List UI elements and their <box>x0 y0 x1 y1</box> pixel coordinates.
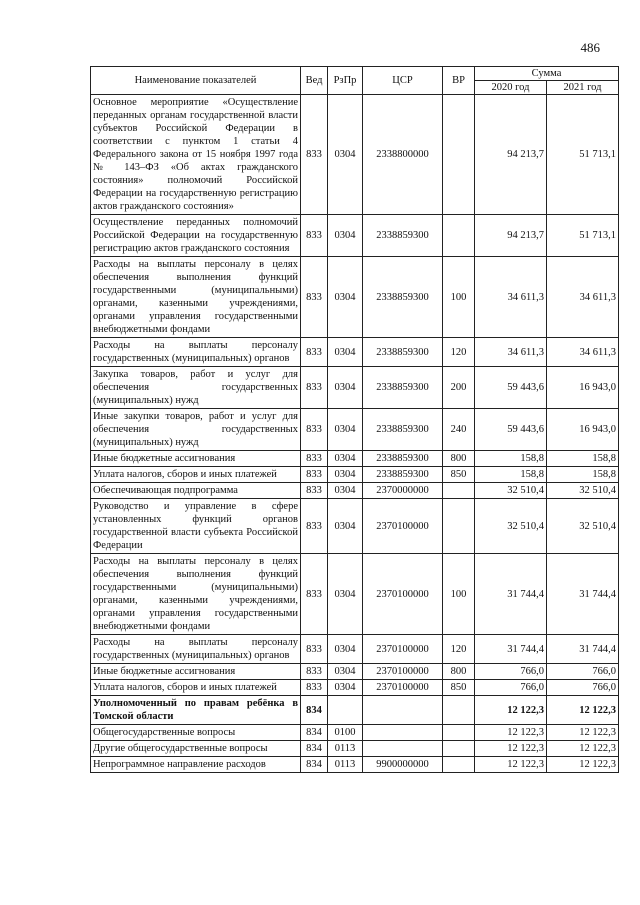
cell-ved: 833 <box>301 635 328 664</box>
cell-csr: 2338859300 <box>363 467 443 483</box>
header-rzpr: РзПр <box>328 67 363 95</box>
table-row <box>91 409 619 451</box>
cell-sum-2021: 34 611,3 <box>547 338 619 367</box>
cell-ved: 833 <box>301 409 328 451</box>
cell-csr: 2338859300 <box>363 367 443 409</box>
cell-ved: 834 <box>301 757 328 773</box>
cell-ved: 834 <box>301 696 328 725</box>
cell-vr: 100 <box>443 554 475 635</box>
cell-sum-2021: 16 943,0 <box>547 409 619 451</box>
cell-sum-2021: 32 510,4 <box>547 499 619 554</box>
cell-sum-2020: 31 744,4 <box>475 554 547 635</box>
cell-csr: 9900000000 <box>363 757 443 773</box>
cell-sum-2021: 12 122,3 <box>547 741 619 757</box>
cell-ved: 834 <box>301 741 328 757</box>
cell-sum-2020: 34 611,3 <box>475 338 547 367</box>
cell-ved: 833 <box>301 554 328 635</box>
cell-csr: 2338859300 <box>363 257 443 338</box>
cell-vr <box>443 95 475 215</box>
header-year-2021: 2021 год <box>547 81 619 95</box>
cell-csr: 2370100000 <box>363 499 443 554</box>
table-row <box>91 499 619 554</box>
cell-vr <box>443 499 475 554</box>
cell-ved: 833 <box>301 467 328 483</box>
cell-vr: 120 <box>443 635 475 664</box>
cell-sum-2021: 16 943,0 <box>547 367 619 409</box>
cell-rzpr: 0304 <box>328 499 363 554</box>
cell-name: Другие общегосударственные вопросы <box>91 741 301 757</box>
table-body <box>91 95 619 773</box>
cell-name: Уплата налогов, сборов и иных платежей <box>91 467 301 483</box>
cell-vr: 850 <box>443 680 475 696</box>
cell-sum-2020: 12 122,3 <box>475 725 547 741</box>
cell-name: Иные закупки товаров, работ и услуг для обеспечения государственных (муниципальных) нужд <box>91 409 301 451</box>
table-row <box>91 451 619 467</box>
cell-sum-2020: 158,8 <box>475 467 547 483</box>
cell-csr: 2338859300 <box>363 409 443 451</box>
cell-name: Непрограммное направление расходов <box>91 757 301 773</box>
cell-vr: 120 <box>443 338 475 367</box>
cell-name: Уполномоченный по правам ребёнка в Томской области <box>91 696 301 725</box>
table-row <box>91 95 619 215</box>
table-row <box>91 680 619 696</box>
cell-name: Закупка товаров, работ и услуг для обеспечения государственных (муниципальных) нужд <box>91 367 301 409</box>
cell-name: Обеспечивающая подпрограмма <box>91 483 301 499</box>
cell-csr: 2370100000 <box>363 664 443 680</box>
cell-sum-2021: 51 713,1 <box>547 215 619 257</box>
cell-rzpr: 0304 <box>328 664 363 680</box>
header-sum: Сумма <box>475 67 619 81</box>
cell-name: Расходы на выплаты персоналу государственных (муниципальных) органов <box>91 635 301 664</box>
table-row <box>91 635 619 664</box>
table-row <box>91 338 619 367</box>
cell-sum-2021: 34 611,3 <box>547 257 619 338</box>
cell-sum-2020: 32 510,4 <box>475 499 547 554</box>
cell-csr: 2370000000 <box>363 483 443 499</box>
cell-rzpr: 0304 <box>328 409 363 451</box>
cell-vr: 100 <box>443 257 475 338</box>
table-row <box>91 757 619 773</box>
cell-sum-2021: 12 122,3 <box>547 725 619 741</box>
cell-vr <box>443 215 475 257</box>
cell-vr: 240 <box>443 409 475 451</box>
cell-sum-2021: 31 744,4 <box>547 554 619 635</box>
cell-sum-2020: 94 213,7 <box>475 215 547 257</box>
cell-sum-2020: 158,8 <box>475 451 547 467</box>
cell-sum-2021: 158,8 <box>547 451 619 467</box>
cell-sum-2021: 32 510,4 <box>547 483 619 499</box>
table-row <box>91 483 619 499</box>
cell-name: Расходы на выплаты персоналу в целях обеспечения выполнения функций государственными (муниципальными) органами, казенными учреждениями, органами управления государственными внебюджетными фондами <box>91 257 301 338</box>
table-row <box>91 725 619 741</box>
cell-vr <box>443 741 475 757</box>
cell-sum-2020: 12 122,3 <box>475 757 547 773</box>
page-number: 486 <box>580 40 600 55</box>
cell-csr <box>363 725 443 741</box>
cell-sum-2021: 766,0 <box>547 664 619 680</box>
cell-vr <box>443 725 475 741</box>
cell-vr: 800 <box>443 664 475 680</box>
cell-sum-2020: 94 213,7 <box>475 95 547 215</box>
header-year-2020: 2020 год <box>475 81 547 95</box>
header-vr: ВР <box>443 67 475 95</box>
cell-name: Общегосударственные вопросы <box>91 725 301 741</box>
cell-name: Осуществление переданных полномочий Российской Федерации на государственную регистрацию актов гражданского состояния <box>91 215 301 257</box>
cell-vr <box>443 483 475 499</box>
cell-ved: 833 <box>301 664 328 680</box>
cell-rzpr: 0304 <box>328 467 363 483</box>
cell-csr: 2370100000 <box>363 680 443 696</box>
cell-name: Иные бюджетные ассигнования <box>91 451 301 467</box>
table-row <box>91 554 619 635</box>
cell-rzpr: 0304 <box>328 451 363 467</box>
cell-ved: 833 <box>301 483 328 499</box>
cell-ved: 834 <box>301 725 328 741</box>
table-row <box>91 215 619 257</box>
table-row <box>91 741 619 757</box>
table-row <box>91 664 619 680</box>
cell-sum-2021: 12 122,3 <box>547 757 619 773</box>
cell-sum-2021: 766,0 <box>547 680 619 696</box>
cell-csr: 2338800000 <box>363 95 443 215</box>
cell-csr: 2338859300 <box>363 338 443 367</box>
cell-sum-2021: 31 744,4 <box>547 635 619 664</box>
table-row <box>91 367 619 409</box>
cell-csr: 2338859300 <box>363 451 443 467</box>
cell-rzpr: 0304 <box>328 95 363 215</box>
cell-ved: 833 <box>301 499 328 554</box>
cell-ved: 833 <box>301 257 328 338</box>
cell-csr: 2370100000 <box>363 554 443 635</box>
cell-rzpr: 0304 <box>328 367 363 409</box>
cell-sum-2020: 31 744,4 <box>475 635 547 664</box>
cell-rzpr: 0304 <box>328 554 363 635</box>
cell-name: Основное мероприятие «Осуществление переданных органам государственной власти субъектов Российской Федерации в соответствии с пунктом 1 статьи 4 Федерального закона от 15 ноября 1997 года № 143–ФЗ «Об актах гражданского состояния» полномочий Российской Федерации на государственную регистрацию актов гражданского состояния» <box>91 95 301 215</box>
header-name: Наименование показателей <box>91 67 301 95</box>
cell-vr: 850 <box>443 467 475 483</box>
cell-ved: 833 <box>301 680 328 696</box>
cell-csr: 2370100000 <box>363 635 443 664</box>
cell-rzpr: 0113 <box>328 741 363 757</box>
cell-ved: 833 <box>301 451 328 467</box>
cell-name: Руководство и управление в сфере установленных функций органов государственной власти субъекта Российской Федерации <box>91 499 301 554</box>
cell-sum-2021: 51 713,1 <box>547 95 619 215</box>
cell-rzpr: 0304 <box>328 483 363 499</box>
cell-sum-2020: 59 443,6 <box>475 409 547 451</box>
cell-rzpr: 0304 <box>328 338 363 367</box>
cell-name: Расходы на выплаты персоналу государственных (муниципальных) органов <box>91 338 301 367</box>
cell-sum-2020: 34 611,3 <box>475 257 547 338</box>
cell-ved: 833 <box>301 215 328 257</box>
cell-vr: 800 <box>443 451 475 467</box>
cell-sum-2020: 766,0 <box>475 664 547 680</box>
cell-rzpr: 0304 <box>328 635 363 664</box>
cell-sum-2020: 59 443,6 <box>475 367 547 409</box>
cell-csr: 2338859300 <box>363 215 443 257</box>
cell-sum-2020: 12 122,3 <box>475 741 547 757</box>
cell-sum-2021: 12 122,3 <box>547 696 619 725</box>
table-row <box>91 467 619 483</box>
cell-name: Уплата налогов, сборов и иных платежей <box>91 680 301 696</box>
cell-rzpr: 0304 <box>328 680 363 696</box>
cell-ved: 833 <box>301 338 328 367</box>
cell-sum-2020: 12 122,3 <box>475 696 547 725</box>
cell-csr <box>363 741 443 757</box>
cell-ved: 833 <box>301 95 328 215</box>
table-row <box>91 257 619 338</box>
cell-name: Иные бюджетные ассигнования <box>91 664 301 680</box>
cell-vr: 200 <box>443 367 475 409</box>
cell-ved: 833 <box>301 367 328 409</box>
cell-rzpr: 0304 <box>328 215 363 257</box>
cell-sum-2020: 32 510,4 <box>475 483 547 499</box>
cell-rzpr <box>328 696 363 725</box>
cell-rzpr: 0113 <box>328 757 363 773</box>
cell-sum-2021: 158,8 <box>547 467 619 483</box>
header-ved: Вед <box>301 67 328 95</box>
cell-csr <box>363 696 443 725</box>
cell-name: Расходы на выплаты персоналу в целях обеспечения выполнения функций государственными (муниципальными) органами, казенными учреждениями, органами управления государственными внебюджетными фондами <box>91 554 301 635</box>
cell-vr <box>443 696 475 725</box>
budget-table <box>90 66 619 773</box>
header-csr: ЦСР <box>363 67 443 95</box>
cell-rzpr: 0100 <box>328 725 363 741</box>
cell-sum-2020: 766,0 <box>475 680 547 696</box>
cell-rzpr: 0304 <box>328 257 363 338</box>
cell-vr <box>443 757 475 773</box>
table-row <box>91 696 619 725</box>
